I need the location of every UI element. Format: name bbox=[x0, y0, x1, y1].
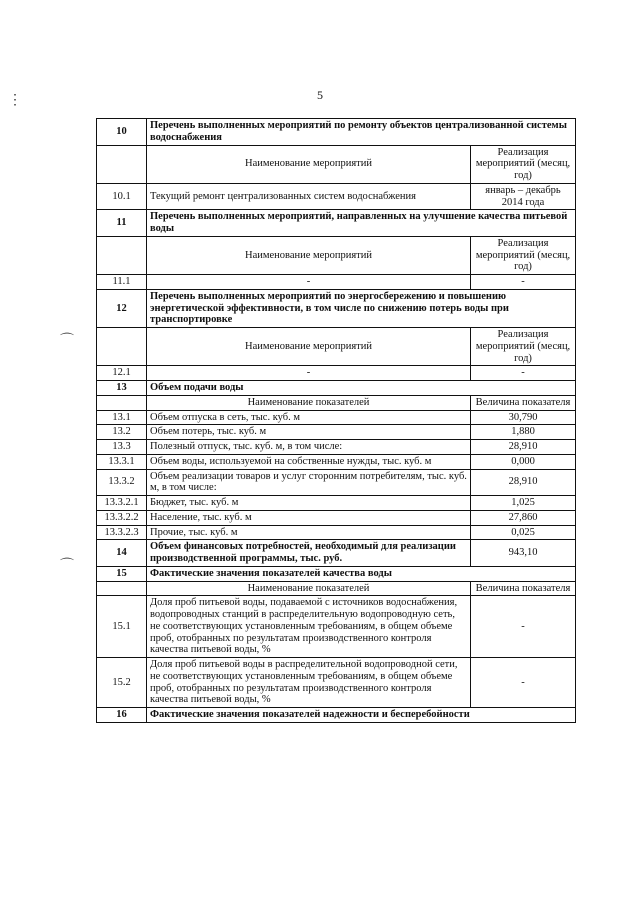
table-row bbox=[97, 410, 576, 425]
table-row bbox=[97, 540, 576, 567]
table-row bbox=[97, 183, 576, 210]
table-row bbox=[97, 525, 576, 540]
row-label: Доля проб питьевой воды, подаваемой с источников водоснабжения, водопроводных станций в распределительную водопроводную сеть, не соответствующих установленным требованиям, в общем объеме проб, отобранных по результатам производственного контроля качества питьевой воды, % bbox=[147, 596, 471, 658]
row-label: Прочие, тыс. куб. м bbox=[147, 525, 471, 540]
section-title: Фактические значения показателей качества воды bbox=[147, 566, 576, 581]
row-label: - bbox=[147, 366, 471, 381]
section-row bbox=[97, 381, 576, 396]
row-number: 10.1 bbox=[97, 183, 147, 210]
page-number: 5 bbox=[317, 88, 323, 102]
table-row bbox=[97, 596, 576, 658]
row-number: 13.3 bbox=[97, 440, 147, 455]
table-row bbox=[97, 496, 576, 511]
column-header-value: Реализация мероприятий (месяц, год) bbox=[471, 145, 576, 183]
table-row bbox=[97, 425, 576, 440]
section-title: Объем подачи воды bbox=[147, 381, 576, 396]
row-number: 10 bbox=[97, 119, 147, 146]
row-value: 943,10 bbox=[471, 540, 576, 567]
row-number: 15.1 bbox=[97, 596, 147, 658]
row-value: 27,860 bbox=[471, 510, 576, 525]
row-label: Объем реализации товаров и услуг сторонним потребителям, тыс. куб. м, в том числе: bbox=[147, 469, 471, 496]
row-label: Объем отпуска в сеть, тыс. куб. м bbox=[147, 410, 471, 425]
row-number: 13.3.1 bbox=[97, 454, 147, 469]
row-value: - bbox=[471, 596, 576, 658]
row-value: - bbox=[471, 658, 576, 708]
row-number: 13.3.2.2 bbox=[97, 510, 147, 525]
row-label: Текущий ремонт централизованных систем водоснабжения bbox=[147, 183, 471, 210]
row-number: 16 bbox=[97, 708, 147, 723]
column-header-value: Величина показателя bbox=[471, 581, 576, 596]
row-label: Объем потерь, тыс. куб. м bbox=[147, 425, 471, 440]
row-label: Объем воды, используемой на собственные нужды, тыс. куб. м bbox=[147, 454, 471, 469]
row-label: Полезный отпуск, тыс. куб. м, в том числе: bbox=[147, 440, 471, 455]
row-label: - bbox=[147, 275, 471, 290]
row-value: - bbox=[471, 275, 576, 290]
row-value: 0,025 bbox=[471, 525, 576, 540]
row-value: 1,025 bbox=[471, 496, 576, 511]
row-value: 28,910 bbox=[471, 469, 576, 496]
section-row bbox=[97, 289, 576, 327]
section-row bbox=[97, 708, 576, 723]
row-number: 13.3.2 bbox=[97, 469, 147, 496]
row-label: Население, тыс. куб. м bbox=[147, 510, 471, 525]
row-value: 30,790 bbox=[471, 410, 576, 425]
margin-mark: ⌒ bbox=[60, 334, 74, 349]
margin-mark: ⌒ bbox=[60, 559, 74, 574]
row-value: - bbox=[471, 366, 576, 381]
row-label: Объем финансовых потребностей, необходимый для реализации производственной программы, тыс. руб. bbox=[147, 540, 471, 567]
margin-mark: ⋮ bbox=[8, 93, 22, 108]
row-number: 15.2 bbox=[97, 658, 147, 708]
header-spacer bbox=[97, 145, 147, 183]
row-number: 13.2 bbox=[97, 425, 147, 440]
column-header-name: Наименование мероприятий bbox=[147, 145, 471, 183]
column-header-value: Реализация мероприятий (месяц, год) bbox=[471, 328, 576, 366]
row-label: Доля проб питьевой воды в распределительной водопроводной сети, не соответствующих установленным требованиям, в общем объеме проб, отобранных по результатам производственного контроля качества питьевой воды, % bbox=[147, 658, 471, 708]
column-header-row bbox=[97, 395, 576, 410]
row-number: 11.1 bbox=[97, 275, 147, 290]
section-row bbox=[97, 210, 576, 237]
section-title: Перечень выполненных мероприятий по энергосбережению и повышению энергетической эффективности, в том числе по снижению потерь воды при транспортировке bbox=[147, 289, 576, 327]
column-header-name: Наименование показателей bbox=[147, 395, 471, 410]
table-row bbox=[97, 454, 576, 469]
column-header-value: Реализация мероприятий (месяц, год) bbox=[471, 236, 576, 274]
column-header-value: Величина показателя bbox=[471, 395, 576, 410]
column-header-name: Наименование мероприятий bbox=[147, 236, 471, 274]
table-row bbox=[97, 658, 576, 708]
row-number: 14 bbox=[97, 540, 147, 567]
row-label: Бюджет, тыс. куб. м bbox=[147, 496, 471, 511]
row-value: январь – декабрь 2014 года bbox=[471, 183, 576, 210]
row-value: 1,880 bbox=[471, 425, 576, 440]
header-spacer bbox=[97, 581, 147, 596]
row-number: 11 bbox=[97, 210, 147, 237]
section-row bbox=[97, 566, 576, 581]
section-row bbox=[97, 119, 576, 146]
table-row bbox=[97, 440, 576, 455]
table-row bbox=[97, 510, 576, 525]
column-header-row bbox=[97, 145, 576, 183]
row-value: 28,910 bbox=[471, 440, 576, 455]
document-table bbox=[96, 118, 576, 723]
header-spacer bbox=[97, 236, 147, 274]
row-number: 13.1 bbox=[97, 410, 147, 425]
table-row bbox=[97, 275, 576, 290]
section-title: Перечень выполненных мероприятий по ремонту объектов централизованной системы водоснабжения bbox=[147, 119, 576, 146]
row-number: 15 bbox=[97, 566, 147, 581]
row-number: 12 bbox=[97, 289, 147, 327]
row-number: 13.3.2.3 bbox=[97, 525, 147, 540]
column-header-name: Наименование мероприятий bbox=[147, 328, 471, 366]
column-header-name: Наименование показателей bbox=[147, 581, 471, 596]
header-spacer bbox=[97, 328, 147, 366]
table-row bbox=[97, 469, 576, 496]
row-value: 0,000 bbox=[471, 454, 576, 469]
section-title: Фактические значения показателей надежности и бесперебойности bbox=[147, 708, 576, 723]
row-number: 12.1 bbox=[97, 366, 147, 381]
column-header-row bbox=[97, 328, 576, 366]
row-number: 13 bbox=[97, 381, 147, 396]
column-header-row bbox=[97, 236, 576, 274]
header-spacer bbox=[97, 395, 147, 410]
column-header-row bbox=[97, 581, 576, 596]
row-number: 13.3.2.1 bbox=[97, 496, 147, 511]
table-row bbox=[97, 366, 576, 381]
section-title: Перечень выполненных мероприятий, направленных на улучшение качества питьевой воды bbox=[147, 210, 576, 237]
